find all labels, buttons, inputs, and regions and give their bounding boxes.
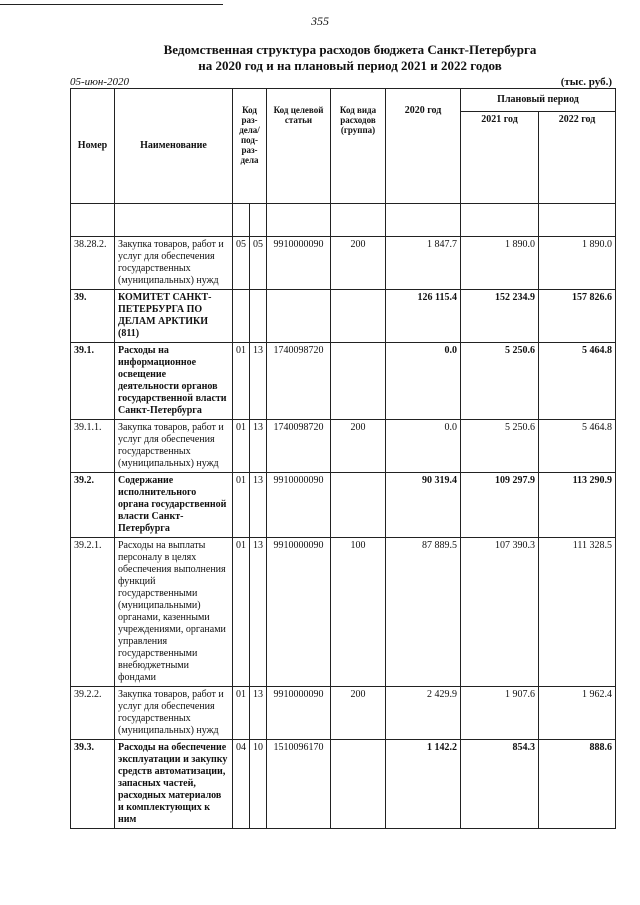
row-number: 39. (71, 290, 115, 343)
top-rule (0, 4, 223, 5)
row-value-2021: 1 890.0 (461, 237, 539, 290)
table-row (71, 687, 616, 740)
header-planned: Плановый период (461, 89, 616, 112)
units-label: (тыс. руб.) (560, 76, 612, 88)
table-row (71, 740, 616, 829)
row-name: Расходы на обеспечение эксплуатации и закупку средств автоматизации, запасных частей, расходных материалов и комплектующих к ним (115, 740, 233, 829)
row-value-2021: 107 390.3 (461, 538, 539, 687)
row-subsection (250, 290, 267, 343)
table-row (71, 538, 616, 687)
row-kind-code: 200 (331, 237, 386, 290)
row-subsection: 13 (250, 538, 267, 687)
table-row (71, 473, 616, 538)
header-spacer-row (71, 204, 616, 237)
row-target-code: 9910000090 (267, 237, 331, 290)
row-name: КОМИТЕТ САНКТ-ПЕТЕРБУРГА ПО ДЕЛАМ АРКТИКИ (811) (115, 290, 233, 343)
row-kind-code (331, 473, 386, 538)
row-kind-code (331, 343, 386, 420)
row-kind-code: 200 (331, 420, 386, 473)
row-section: 01 (233, 538, 250, 687)
row-subsection: 05 (250, 237, 267, 290)
row-value-2020: 0.0 (386, 343, 461, 420)
row-section: 05 (233, 237, 250, 290)
row-kind-code (331, 740, 386, 829)
row-number: 39.1.1. (71, 420, 115, 473)
row-target-code: 9910000090 (267, 473, 331, 538)
document-date: 05-июн-2020 (70, 76, 130, 88)
row-number: 39.2. (71, 473, 115, 538)
row-name: Расходы на выплаты персоналу в целях обеспечения выполнения функций государственными (муниципальными) органами, казенными учреждениями, органами управления государственными внебюджетными фондами (115, 538, 233, 687)
row-value-2022: 1 890.0 (539, 237, 616, 290)
budget-table (70, 88, 616, 829)
row-value-2022: 888.6 (539, 740, 616, 829)
row-section: 01 (233, 473, 250, 538)
row-section: 01 (233, 343, 250, 420)
table-row (71, 290, 616, 343)
row-value-2020: 2 429.9 (386, 687, 461, 740)
row-name: Закупка товаров, работ и услуг для обеспечения государственных (муниципальных) нужд (115, 237, 233, 290)
row-name: Закупка товаров, работ и услуг для обеспечения государственных (муниципальных) нужд (115, 687, 233, 740)
title-line-1: Ведомственная структура расходов бюджета Санкт-Петербурга (163, 42, 537, 57)
row-subsection: 13 (250, 343, 267, 420)
row-target-code: 9910000090 (267, 538, 331, 687)
row-value-2020: 126 115.4 (386, 290, 461, 343)
row-value-2020: 1 142.2 (386, 740, 461, 829)
table-row (71, 343, 616, 420)
row-value-2022: 1 962.4 (539, 687, 616, 740)
row-number: 39.2.2. (71, 687, 115, 740)
row-kind-code (331, 290, 386, 343)
table-row (71, 420, 616, 473)
title-line-2: на 2020 год и на плановый период 2021 и 2022 годов (198, 58, 502, 73)
row-section: 01 (233, 687, 250, 740)
row-value-2022: 111 328.5 (539, 538, 616, 687)
row-value-2020: 0.0 (386, 420, 461, 473)
page-number: 355 (311, 14, 329, 28)
row-target-code (267, 290, 331, 343)
row-value-2020: 87 889.5 (386, 538, 461, 687)
row-subsection: 13 (250, 687, 267, 740)
row-section: 04 (233, 740, 250, 829)
row-value-2022: 5 464.8 (539, 420, 616, 473)
row-value-2020: 90 319.4 (386, 473, 461, 538)
row-value-2021: 1 907.6 (461, 687, 539, 740)
document-title (60, 42, 640, 74)
row-target-code: 9910000090 (267, 687, 331, 740)
header-number: Номер (71, 89, 115, 204)
header-name: Наименование (115, 89, 233, 204)
row-kind-code: 200 (331, 687, 386, 740)
row-number: 39.1. (71, 343, 115, 420)
row-value-2021: 109 297.9 (461, 473, 539, 538)
header-2020: 2020 год (386, 89, 461, 204)
row-section: 01 (233, 420, 250, 473)
row-name: Содержание исполнительного органа государственной власти Санкт-Петербурга (115, 473, 233, 538)
row-kind-code: 100 (331, 538, 386, 687)
row-number: 39.2.1. (71, 538, 115, 687)
header-kind: Код вида расходов (группа) (331, 89, 386, 204)
row-target-code: 1740098720 (267, 343, 331, 420)
table-row (71, 237, 616, 290)
row-subsection: 10 (250, 740, 267, 829)
header-target: Код целевой статьи (267, 89, 331, 204)
row-name: Расходы на информационное освещение деятельности органов государственной власти Санкт-Петербурга (115, 343, 233, 420)
header-2022: 2022 год (539, 112, 616, 204)
row-value-2022: 157 826.6 (539, 290, 616, 343)
row-value-2021: 152 234.9 (461, 290, 539, 343)
row-number: 39.3. (71, 740, 115, 829)
row-subsection: 13 (250, 420, 267, 473)
row-name: Закупка товаров, работ и услуг для обеспечения государственных (муниципальных) нужд (115, 420, 233, 473)
row-value-2021: 5 250.6 (461, 343, 539, 420)
row-target-code: 1510096170 (267, 740, 331, 829)
row-value-2021: 5 250.6 (461, 420, 539, 473)
row-number: 38.28.2. (71, 237, 115, 290)
header-row-1 (71, 89, 616, 112)
row-target-code: 1740098720 (267, 420, 331, 473)
header-section: Код раз-дела/ под-раз-дела (233, 89, 267, 204)
row-section (233, 290, 250, 343)
row-value-2020: 1 847.7 (386, 237, 461, 290)
row-subsection: 13 (250, 473, 267, 538)
row-value-2022: 5 464.8 (539, 343, 616, 420)
row-value-2021: 854.3 (461, 740, 539, 829)
header-2021: 2021 год (461, 112, 539, 204)
row-value-2022: 113 290.9 (539, 473, 616, 538)
